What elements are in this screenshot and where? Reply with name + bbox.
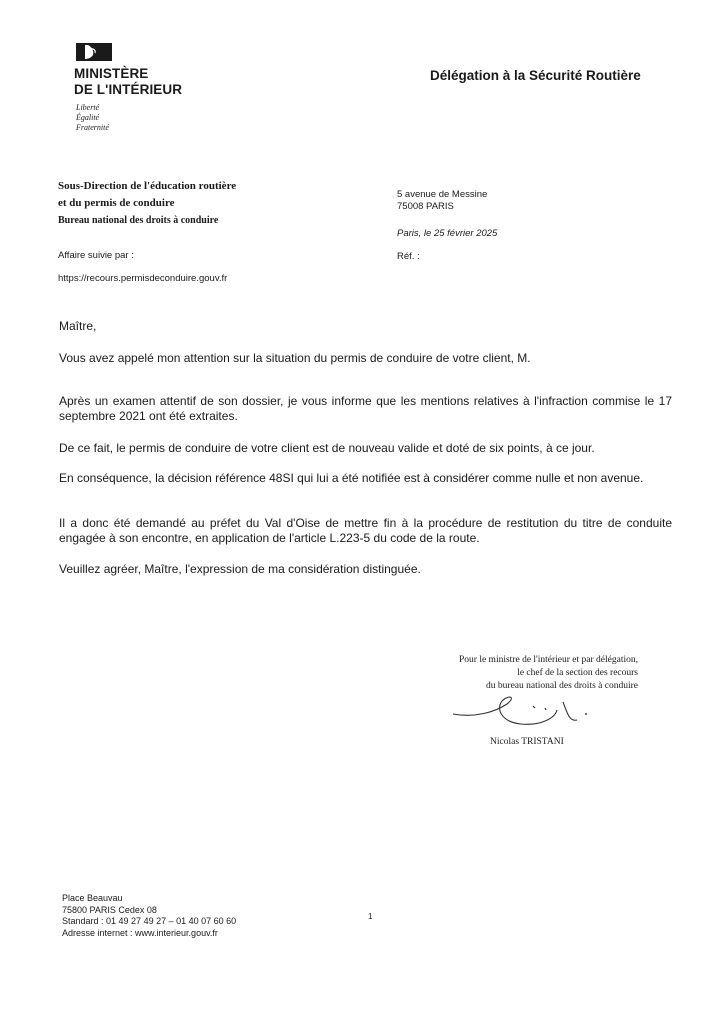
republic-motto (76, 103, 109, 133)
sender-subdirection (58, 178, 236, 229)
motto-liberte: Liberté (76, 103, 100, 112)
reference-label: Réf. : (397, 251, 420, 262)
bureau-name: Bureau national des droits à conduire (58, 215, 219, 226)
paragraph-5: Il a donc été demandé au préfet du Val d'Oise de mettre fin à la procédure de restitution du titre de conduite engagée à son encontre, en application de l'article L.223-5 du code de la route. (59, 516, 672, 545)
signature-authority (410, 654, 638, 693)
motto-egalite: Égalité (76, 113, 100, 122)
footer-line-1: Place Beauvau (62, 893, 123, 903)
footer-website: Adresse internet : www.interieur.gouv.fr (62, 927, 218, 938)
address-line-1: 5 avenue de Messine (397, 189, 488, 200)
motto-fraternite: Fraternité (76, 123, 109, 132)
ministry-line-2: DE L'INTÉRIEUR (74, 82, 183, 97)
paragraph-2: Après un examen attentif de son dossier, je vous informe que les mentions relatives à l'infraction commise le 17 septembre 2021 ont été extraites. (59, 394, 672, 423)
footer-phone: Standard : 01 49 27 49 27 – 01 40 07 60 60 (62, 916, 237, 926)
closing-formula: Veuillez agréer, Maître, l'expression de ma considération distinguée. (59, 562, 421, 576)
ministry-name (74, 66, 182, 98)
handwritten-signature (445, 692, 605, 732)
subdirection-line-2: et du permis de conduire (58, 197, 175, 209)
address-line-2: 75008 PARIS (397, 201, 454, 212)
ministry-line-1: MINISTÈRE (74, 66, 149, 81)
signature-line-1: Pour le ministre de l'intérieur et par délégation, (459, 655, 638, 665)
delegation-title: Délégation à la Sécurité Routière (430, 68, 641, 83)
affaire-suivie-label: Affaire suivie par : (58, 250, 134, 261)
paragraph-3: De ce fait, le permis de conduire de votre client est de nouveau valide et doté de six points, à ce jour. (59, 441, 595, 455)
subdirection-line-1: Sous-Direction de l'éducation routière (58, 180, 237, 192)
postal-address (397, 189, 487, 213)
recours-website: https://recours.permisdeconduire.gouv.fr (58, 273, 228, 284)
footer-address (62, 893, 236, 939)
signature-line-3: du bureau national des droits à conduire (486, 681, 638, 691)
paragraph-1: Vous avez appelé mon attention sur la situation du permis de conduire de votre client, M. (59, 351, 531, 365)
paragraph-4: En conséquence, la décision référence 48SI qui lui a été notifiée est à considérer comme nulle et non avenue. (59, 471, 644, 485)
signature-line-2: le chef de la section des recours (517, 668, 638, 678)
signer-name: Nicolas TRISTANI (490, 737, 564, 747)
page-number: 1 (368, 912, 373, 921)
marianne-logo-icon (76, 43, 112, 61)
footer-line-2: 75800 PARIS Cedex 08 (62, 904, 157, 915)
letter-date: Paris, le 25 février 2025 (397, 228, 498, 239)
salutation: Maître, (59, 319, 97, 333)
